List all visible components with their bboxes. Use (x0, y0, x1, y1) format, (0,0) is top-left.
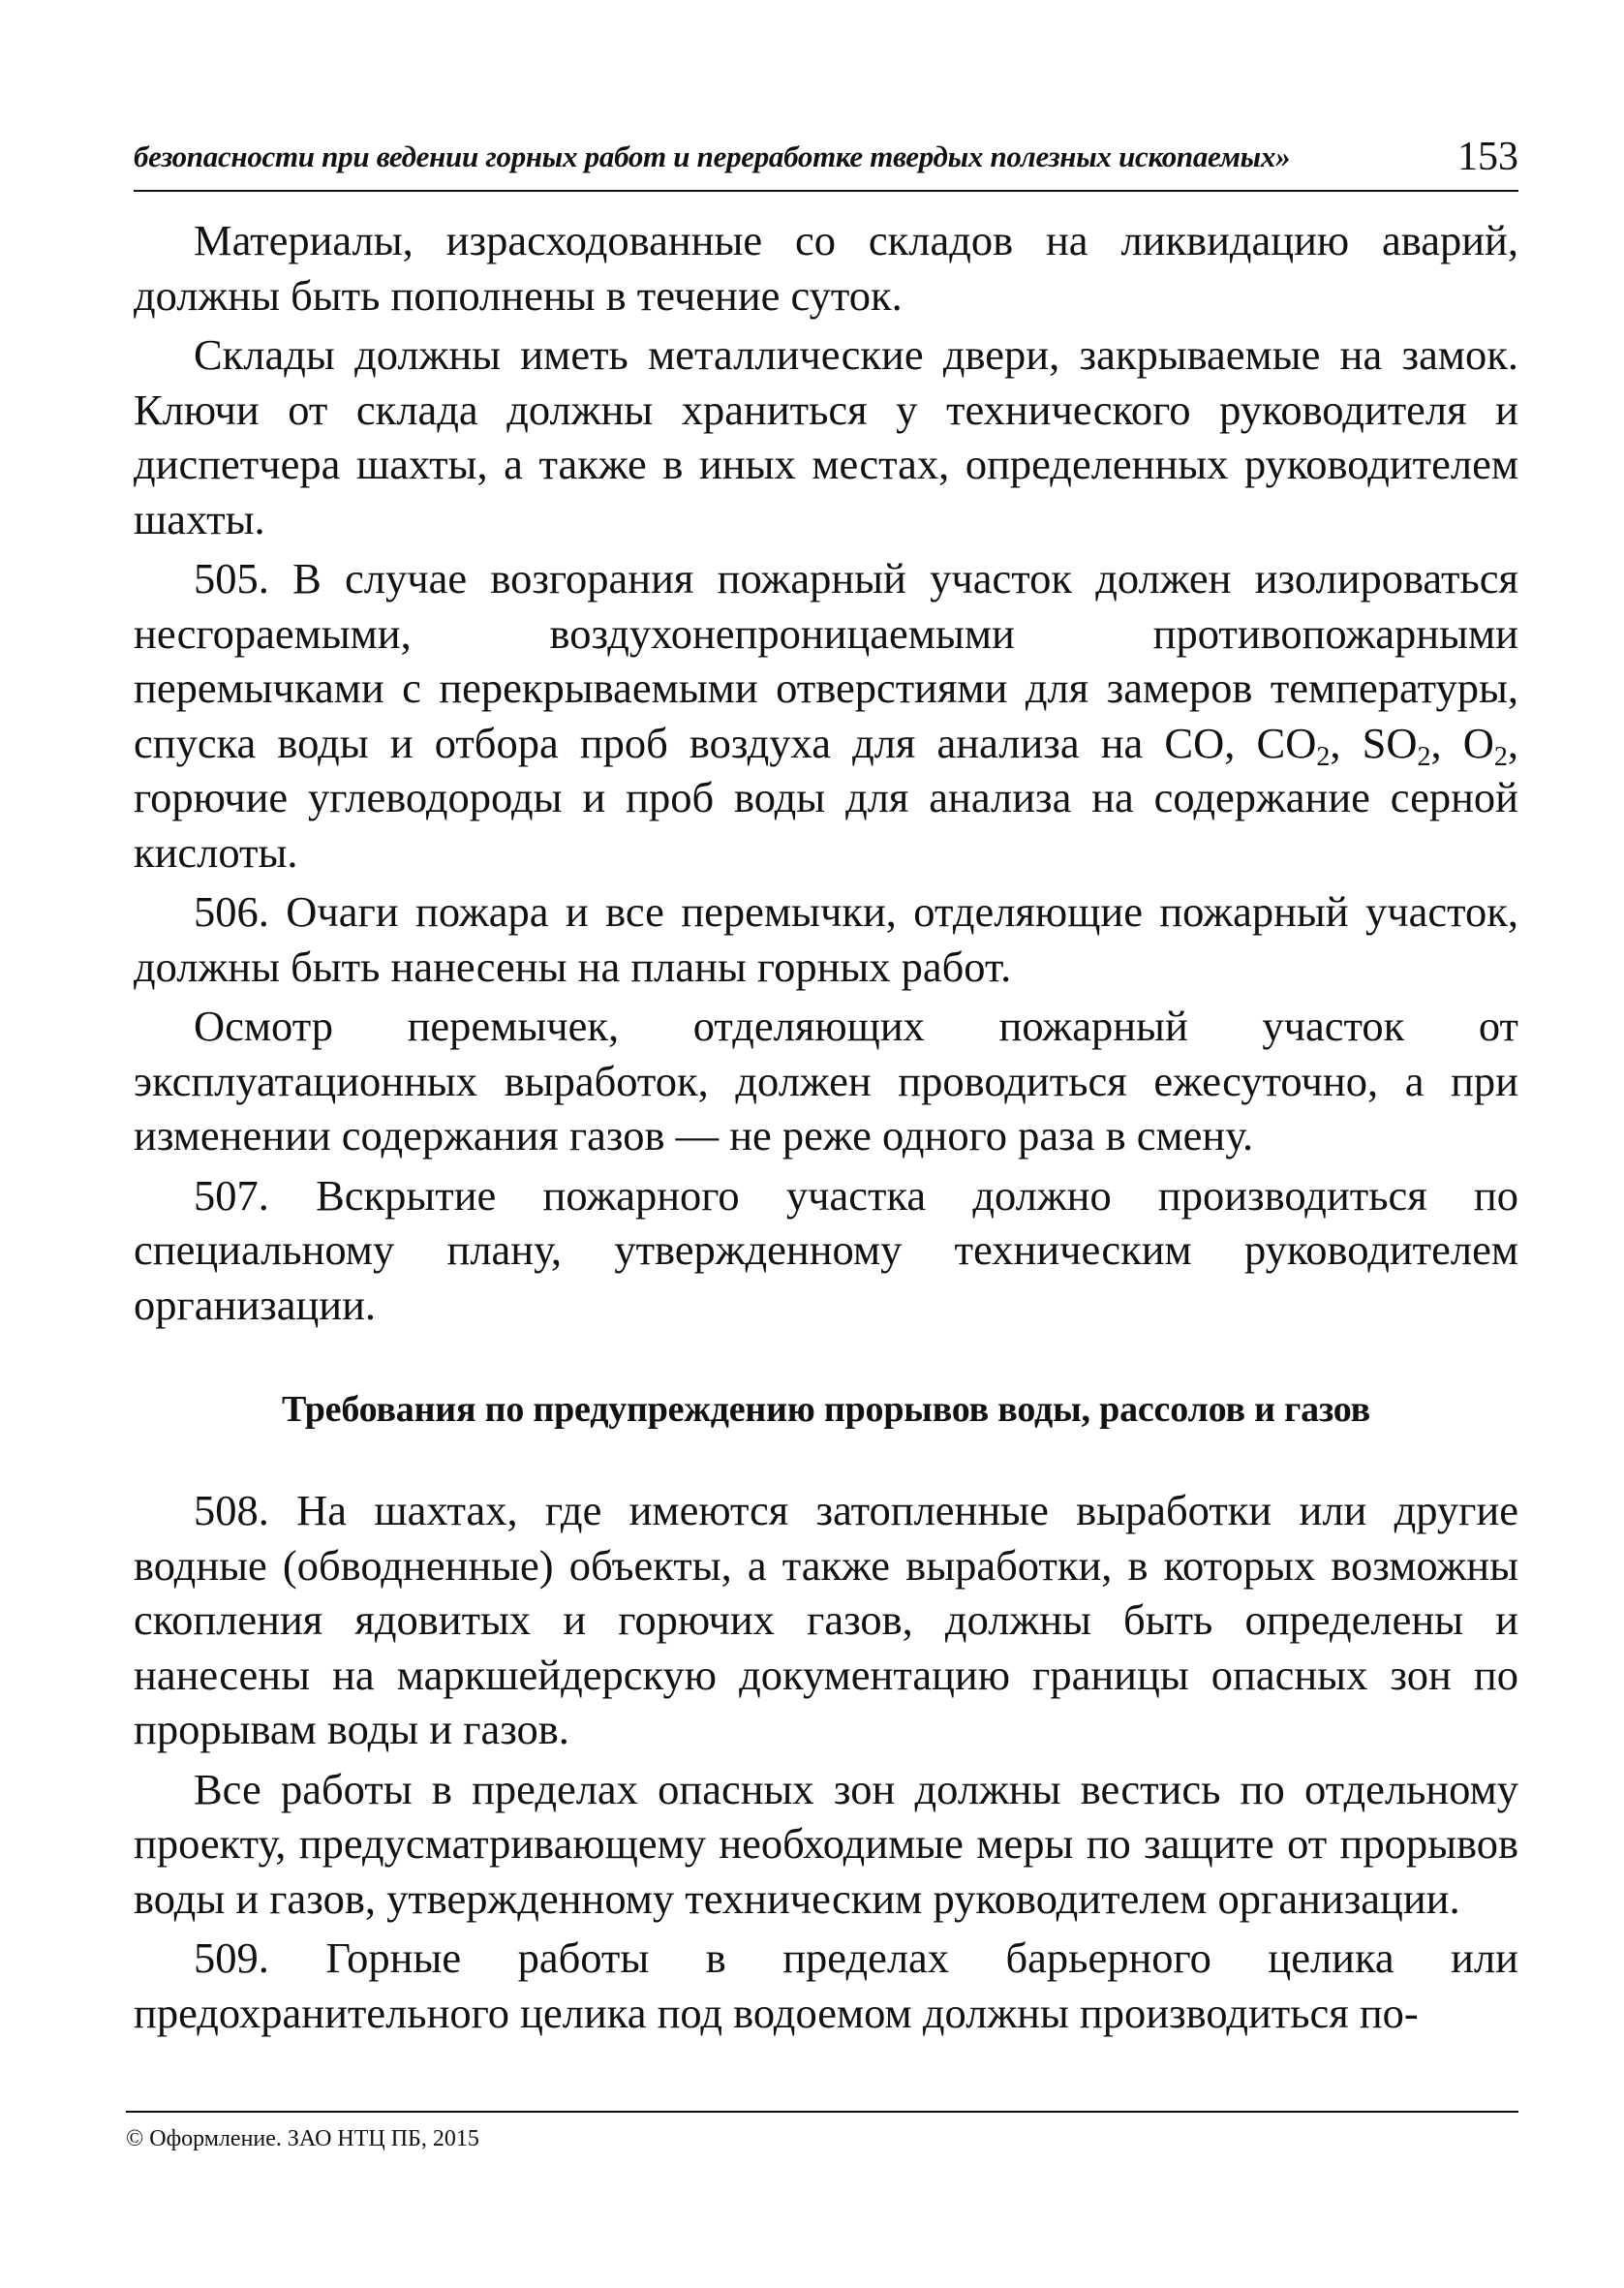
formula-so2: SO (1362, 718, 1418, 767)
page-number: 153 (1457, 135, 1518, 179)
paragraph-warehouse-doors: Склады должны иметь металлические двери, закрываемые на замок. Ключи от склада должны храниться у технического руководителя и диспетчера шахты, а также в иных местах, определенных руководителем шахты. (134, 330, 1518, 543)
page-footer (126, 2111, 1518, 2153)
formula-co: CO (1164, 718, 1225, 767)
paragraph-hazard-zone-works: Все работы в пределах опасных зон должны вестись по отдельному проекту, предусматривающему необходимые меры по защите от прорывов воды и газов, утвержденному техническим руководителем организации. (134, 1764, 1518, 1923)
paragraph-509-barrier-pillar: 509. Горные работы в пределах барьерного целика или предохранительного целика под водоемом должны производиться по- (134, 1933, 1518, 2037)
paragraph-506-fire-sources: 506. Очаги пожара и все перемычки, отделяющие пожарный участок, должны быть нанесены на планы горных работ. (134, 887, 1518, 991)
paragraph-508-flooded-workings: 508. На шахтах, где имеются затопленные выработки или другие водные (обводненные) объекты, а также выработки, в которых возможны скопления ядовитых и горючих газов, должны быть определены и нанесены на маркшейдерскую документацию границы опасных зон по прорывам воды и газов. (134, 1486, 1518, 1753)
running-header (134, 134, 1518, 192)
paragraph-materials-replenishment: Материалы, израсходованные со складов на ликвидацию аварий, должны быть пополнены в течение суток. (134, 216, 1518, 320)
body-text (134, 213, 1518, 2045)
subscript-2: 2 (1493, 741, 1508, 772)
formula-o2: O (1462, 718, 1494, 767)
paragraph-bulkhead-inspection: Осмотр перемычек, отделяющих пожарный участок от эксплуатационных выработок, должен проводиться ежесуточно, а при изменении содержания газов — не реже одного раза в смену. (134, 1002, 1518, 1159)
copyright-notice: © Оформление. ЗАО НТЦ ПБ, 2015 (126, 2126, 479, 2151)
paragraph-505-text-start: 505. В случае возгорания пожарный участок должен изолироваться несгораемыми, воздухонепроницаемыми противопожарными перемычками с перекрываемыми отверстиями для замеров температуры, спуска воды и отбора проб воздуха для анализа на (134, 554, 1518, 767)
paragraph-505-fire-isolation: 505. В случае возгорания пожарный участок должен изолироваться несгораемыми, воздухонепроницаемыми противопожарными перемычками с перекрываемыми отверстиями для замеров температуры, спуска воды и отбора проб воздуха для анализа на CO, $CO_2$, $SO_2$, $O_2$, горючие углеводороды и проб воды для анализа на содержание серной кислоты. (134, 554, 1519, 877)
subscript-2: 2 (1417, 741, 1431, 772)
formula-co2: CO (1256, 718, 1317, 767)
subscript-2: 2 (1316, 741, 1331, 772)
section-heading: Требования по предупреждению прорывов воды, рассолов и газов (282, 1389, 1370, 1430)
paragraph-505-text-end: , горючие углеводороды и проб воды для анализа на содержание серной кислоты. (134, 718, 1519, 877)
paragraph-507-opening: 507. Вскрытие пожарного участка должно производиться по специальному плану, утвержденному техническим руководителем организации. (134, 1170, 1518, 1329)
running-title: безопасности при ведении горных работ и переработке твердых полезных ископаемых» (134, 139, 1291, 173)
